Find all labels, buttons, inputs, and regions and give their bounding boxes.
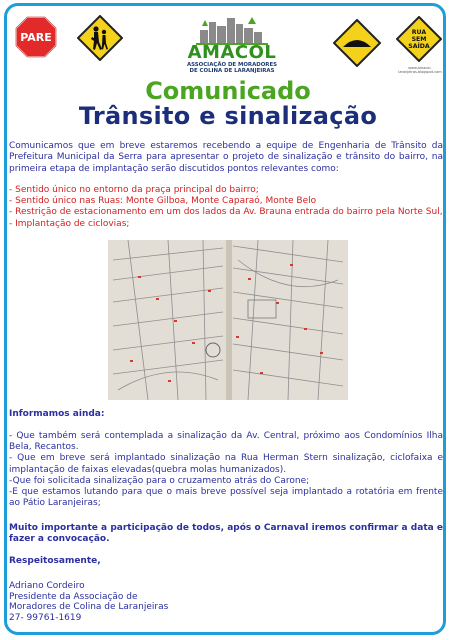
pedestrian-crossing-icon (77, 15, 123, 61)
topics-list (9, 185, 445, 230)
speed-bump-sign-icon (333, 19, 381, 67)
list-item: - Restrição de estacionamento em um dos lados da Av. Brauna entrada do bairro pela Norte Sul, (9, 207, 443, 218)
list-item: - Que em breve será implantado sinalização na Rua Herman Stern sinalização, ciclofaixa e implantação de faixas elevadas(quebra molas humanizados). (9, 453, 443, 475)
closing-regards: Respeitosamente, (9, 556, 101, 566)
svg-text:SEM: SEM (411, 36, 427, 43)
signature-role: Presidente da Associação de (9, 591, 138, 602)
list-item: -Que foi solicitada sinalização para o cruzamento atrás do Carone; (9, 475, 310, 486)
svg-text:SAÍDA: SAÍDA (408, 43, 430, 50)
signature-name: Adriano Cordeiro (9, 581, 85, 591)
page-subtitle: Trânsito e sinalização (78, 102, 378, 130)
important-note: Muito importante a participação de todos, após o Carnaval iremos confirmar a data e fazer a convocação. (9, 523, 443, 545)
signature-phone: 27- 99761-1619 (9, 612, 82, 623)
intro-paragraph: Comunicamos que em breve estaremos recebendo a equipe de Engenharia de Trânsito da Prefeitura Municipal da Serra para apresentar o projeto de sinalização e trânsito do bairro, na primeira etapa de implantação serão discutidos pontos relevantes como: (9, 141, 443, 174)
list-item: -E que estamos lutando para que o mais breve possível seja implantado a rotatória em frente ao Pátio Laranjeiras; (9, 487, 443, 509)
signature-block (9, 581, 168, 623)
logo-name: AMACOL (187, 42, 277, 63)
info-list (9, 431, 443, 509)
list-item: - Que também será contemplada a sinalização da Av. Central, próximo aos Condomínios Ilha Bela, Recantos. (9, 431, 443, 453)
info-heading: Informamos ainda: (9, 409, 105, 419)
svg-text:RUA: RUA (411, 29, 427, 36)
list-item: - Implantação de ciclovias; (9, 218, 130, 229)
signature-org: Moradores de Colina de Laranjeiras (9, 602, 169, 613)
neighborhood-map-photo (108, 240, 348, 400)
site-url: www.amacol-laranjeiras.blogspot.com (398, 66, 442, 74)
stop-sign-icon (15, 16, 57, 58)
poster-page (4, 3, 446, 635)
stop-sign-label: PARE (20, 31, 52, 44)
list-item: - Sentido único no entorno da praça principal do bairro; (9, 185, 259, 195)
list-item: - Sentido único nas Ruas: Monte Gilboa, Monte Caparaó, Monte Belo (9, 196, 317, 207)
page-title: Comunicado (145, 77, 311, 105)
logo-subtitle: ASSOCIAÇÃO DE MORADORES DE COLINA DE LARANJEIRAS (186, 62, 278, 75)
dead-end-sign-icon (396, 16, 442, 62)
